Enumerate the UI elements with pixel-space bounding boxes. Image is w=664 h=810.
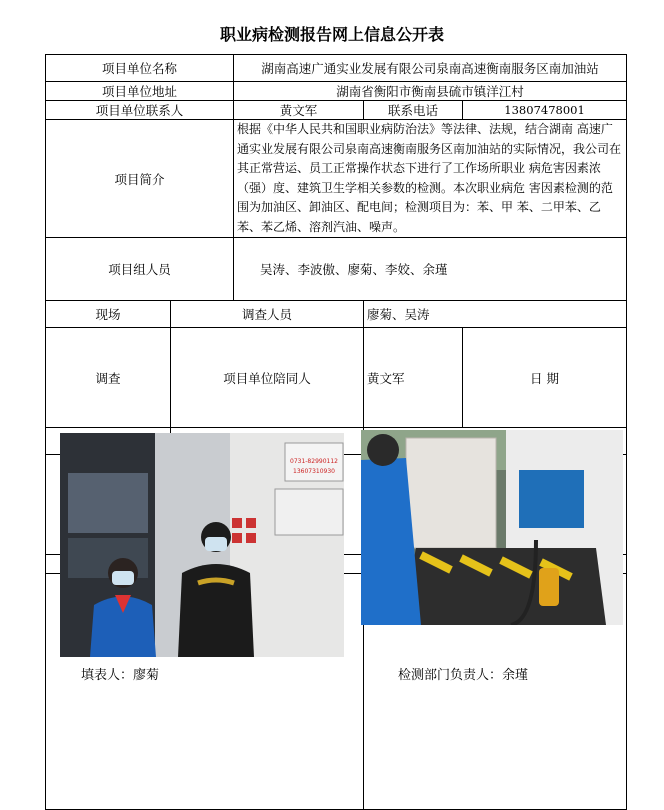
unit-address-value: 湖南省衡阳市衡南县硫市镇洋江村 xyxy=(234,82,627,101)
phone-label: 联系电话 xyxy=(364,101,463,120)
survey-photo xyxy=(60,433,344,657)
contact-name: 黄文军 xyxy=(234,101,364,120)
companion-survey-value: 黄文军 xyxy=(364,328,463,428)
sampling-photo xyxy=(361,430,623,625)
sign-phone-2: 13607310930 xyxy=(293,468,335,475)
contact-label: 项目单位联系人 xyxy=(46,101,234,120)
sign-phone-1: 0731-82990112 xyxy=(290,458,338,465)
unit-name-label: 项目单位名称 xyxy=(46,55,234,82)
phone-value: 13807478001 xyxy=(463,101,627,120)
intro-label: 项目简介 xyxy=(46,120,234,238)
unit-name-value: 湖南高速广通实业发展有限公司泉南高速衡南服务区南加油站 xyxy=(234,55,627,82)
page-title: 职业病检测报告网上信息公开表 xyxy=(219,25,444,44)
survey-label-1: 现场 xyxy=(46,301,171,328)
responsible-signature: 检测部门负责人：余瑾 xyxy=(398,668,529,683)
survey-label-2: 调查 xyxy=(46,328,171,428)
survey-date-label: 日 期 xyxy=(463,328,627,428)
team-members: 吴涛、李波傲、廖菊、李姣、余瑾 xyxy=(234,238,627,301)
companion-survey-label: 项目单位陪同人 xyxy=(171,328,364,428)
team-label: 项目组人员 xyxy=(46,238,234,301)
investigators-value: 廖菊、吴涛 xyxy=(364,301,627,328)
intro-text: 根据《中华人民共和国职业病防治法》等法律、法规，结合湖南 高速广通实业发展有限公司泉南高速衡南服务区南加油站的实际情况，我公司在其正常营运、员工正常操作状态下进行了工作场所职业 病危害因素浓（强）度、建筑卫生学相关参数的检测。本次职业病危 害因素检测的范围为加油区、卸油区、配电间；检测项目为：苯、甲 苯、二甲苯、乙苯、苯乙烯、溶剂汽油、噪声。 xyxy=(234,120,627,238)
filler-signature: 填表人：廖菊 xyxy=(81,668,160,683)
investigator-label: 调查人员 xyxy=(171,301,364,328)
unit-address-label: 项目单位地址 xyxy=(46,82,234,101)
